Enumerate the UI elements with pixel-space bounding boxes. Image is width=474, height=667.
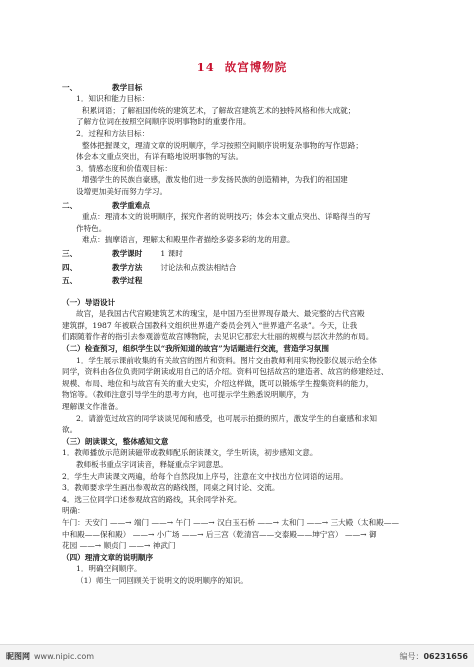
subsection-heading: （四）理清文章的说明顺序	[62, 552, 154, 562]
text-line: 同学，资料由各位负责同学朗读或用自己的话介绍。资料可包括故宫的建造者、故宫的修建经过、	[62, 367, 389, 377]
watermark-bar	[0, 644, 474, 667]
text-line: 1．明确空间顺序。	[76, 564, 142, 574]
text-line: 4．选三位同学口述参观故宫的路线，其余同学补充。	[62, 494, 242, 504]
route-line: 中和殿——保和殿） ——→ 小广场 ——→ 后三宫（乾清宫——交泰殿——坤宁宫） ——→ 御	[62, 529, 377, 539]
text-line: 物馆等。（教师注意引导学生的思考方向，也可提示学生熟悉说明顺序，为	[62, 390, 309, 400]
objective-2-heading: 2．过程和方法目标：	[76, 128, 150, 138]
objective-1-heading: 1．知识和能力目标：	[76, 94, 150, 104]
text-line: 作特色。	[76, 223, 107, 233]
title-text: 故宫博物院	[224, 60, 288, 74]
text-line: 建筑群，1987 年被联合国教科文组织世界遗产委员会列入“世界遗产名录”。今天，让我	[62, 320, 358, 330]
text-line: 难点：揣摩语言，理解太和殿里作者描绘多姿多彩的龙的用意。	[82, 235, 295, 245]
text-line: 体会本文重点突出，有详有略地说明事物的写法。	[76, 152, 244, 162]
watermark-id: 06231656	[423, 651, 468, 661]
text-line: 明确：	[62, 506, 85, 516]
text-line: 整体把握课文，理清文章的说明顺序，学习按照空间顺序说明复杂事物的写作思路；	[82, 140, 363, 150]
text-line: 教师板书重点字词读音，释疑重点字词意思。	[76, 460, 228, 469]
text-line: 重点：理清本文的说明顺序，探究作者的说明技巧；体会本文重点突出、详略得当的写	[82, 212, 371, 222]
section-heading-5: 五、 教学过程	[62, 276, 143, 286]
text-line: 了解方位词在按照空间顺序说明事物时的重要作用。	[76, 117, 251, 127]
section-heading-3: 三、 教学课时 1 课时	[62, 248, 183, 258]
text-line: 1．学生展示课前收集的有关故宫的图片和资料。图片交由教师利用实物投影仪展示给全体	[76, 355, 377, 365]
watermark-logo: 昵图网	[6, 651, 30, 661]
section-heading-4: 四、 教学方法 讨论法和点拨法相结合	[62, 262, 237, 272]
text-line: （1）师生一同回顾关于说明文的说明顺序的知识。	[76, 575, 248, 585]
text-line: 设增更加美好而努力学习。	[76, 186, 168, 196]
text-line: 3．教师要求学生画出参观故宫的路线图，同桌之间讨论、交流。	[62, 483, 280, 493]
text-line: 增强学生的民族自豪感，激发他们进一步发扬民族的创造精神，为我们的祖国建	[82, 175, 348, 185]
section-heading-2: 二、 教学重难点	[62, 200, 150, 210]
route-line: 花园 ——→ 顺贞门 ——→ 神武门	[62, 541, 176, 551]
watermark-url: www.nipic.com	[34, 651, 95, 661]
text-line: 1．教师播放示范朗读磁带或教师配乐朗读课文，学生听读，初步感知文意。	[62, 448, 318, 458]
subsection-heading: （三）朗读课文，整体感知文意	[62, 436, 169, 446]
route-line: 午门：天安门 ——→ 端门 ——→ 午门 ——→ 汉白玉石桥 ——→ 太和门 ——→ 三大殿（太和殿——	[62, 517, 399, 527]
text-line: 理解课文作准备。	[62, 402, 123, 412]
page-title	[62, 62, 422, 74]
watermark-id-label: 编号：	[399, 651, 424, 661]
text-line: 规模、布局、地位和与故宫有关的重大史实，介绍这样做，既可以锻炼学生搜集资料的能力，	[62, 378, 374, 388]
text-line: 欲。	[62, 425, 78, 435]
text-line: 们跟随着作者的指引去参观游览故宫博物院，去见识它那宏大壮丽的规模与层次井然的布局。	[62, 332, 374, 342]
section-heading-1: 一、 教学目标	[62, 82, 143, 92]
objective-3-heading: 3．情感态度和价值观目标：	[76, 163, 172, 173]
subsection-heading: （二）检查预习，组织学生以“我所知道的故宫”为话题进行交流，营造学习氛围	[62, 344, 329, 354]
text-line: 2．学生大声读课文两遍，给每个自然段加上序号，注意在文中找出方位词语的运用。	[62, 471, 348, 481]
subsection-heading: （一）导语设计	[62, 297, 116, 307]
document-page	[62, 62, 422, 587]
text-line: 2．请游览过故宫的同学谈谈见闻和感受，也可展示拍摄的照片，激发学生的自豪感和求知	[76, 413, 377, 423]
title-number: 14	[196, 60, 215, 74]
text-line: 积累词语；了解祖国传统的建筑艺术，了解故宫建筑艺术的独特风格和伟大成就；	[82, 105, 356, 115]
text-line: 故宫，是我国古代宫殿建筑艺术的瑰宝，是中国乃至世界现存最大、最完整的古代宫殿	[76, 309, 365, 319]
